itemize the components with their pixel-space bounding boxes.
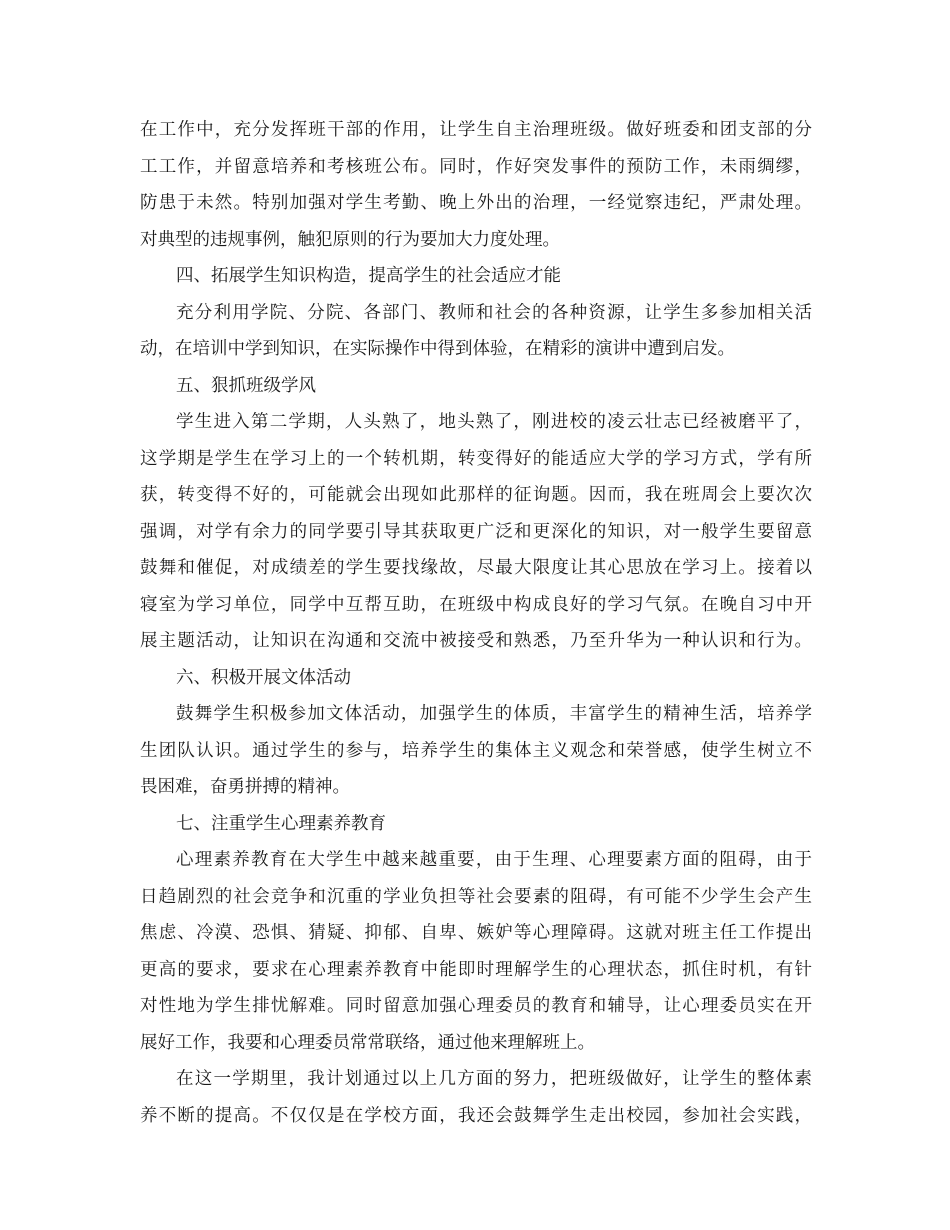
text-line: 心理素养教育在大学生中越来越重要，由于生理、心理要素方面的阻碍，由于 — [176, 850, 812, 870]
text-line: 充分利用学院、分院、各部门、教师和社会的各种资源，让学生多参加相关活 — [176, 302, 812, 323]
text-line: 动，在培训中学到知识，在实际操作中得到体验，在精彩的演讲中遭到启发。 — [140, 339, 735, 359]
text-line: 展好工作，我要和心理委员常常联络，通过他来理解班上。 — [140, 1032, 595, 1053]
text-line: 对典型的违规事例，触犯原则的行为要加大力度处理。 — [140, 229, 560, 250]
text-line: 畏困难，奋勇拼搏的精神。 — [140, 777, 350, 797]
text-line: 工工作，并留意培养和考核班公布。同时，作好突发事件的预防工作，未雨绸缪， — [140, 156, 812, 177]
text-line: 六、积极开展文体活动 — [176, 667, 351, 688]
text-line: 养不断的提高。不仅仅是在学校方面，我还会鼓舞学生走出校园，参加社会实践， — [140, 1105, 812, 1126]
text-line: 鼓舞学生积极参加文体活动，加强学生的体质，丰富学生的精神生活，培养学 — [176, 704, 812, 724]
text-line: 防患于未然。特别加强对学生考勤、晚上外出的治理，一经觉察违纪，严肃处理。 — [140, 193, 812, 213]
text-line: 在工作中，充分发挥班干部的作用，让学生自主治理班级。做好班委和团支部的分 — [140, 120, 812, 140]
text-line: 寝室为学习单位，同学中互帮互助，在班级中构成良好的学习气氛。在晚自习中开 — [140, 594, 812, 615]
text-line: 强调，对学有余力的同学要引导其获取更广泛和更深化的知识，对一般学生要留意 — [140, 521, 812, 542]
text-line: 日趋剧烈的社会竞争和沉重的学业负担等社会要素的阻碍，有可能不少学生会产生 — [140, 886, 812, 907]
document-body — [140, 112, 812, 1134]
text-line: 在这一学期里，我计划通过以上几方面的努力，把班级做好，让学生的整体素 — [176, 1069, 812, 1089]
text-line: 这学期是学生在学习上的一个转机期，转变得好的能适应大学的学习方式，学有所 — [140, 448, 812, 469]
text-line: 鼓舞和催促，对成绩差的学生要找缘故，尽最大限度让其心思放在学习上。接着以 — [140, 558, 812, 578]
text-line: 生团队认识。通过学生的参与，培养学生的集体主义观念和荣誉感，使学生树立不 — [140, 740, 812, 761]
text-line: 七、注重学生心理素养教育 — [176, 813, 386, 834]
text-line: 焦虑、冷漠、恐惧、猜疑、抑郁、自卑、嫉妒等心理障碍。这就对班主任工作提出 — [140, 923, 812, 943]
text-line: 获，转变得不好的，可能就会出现如此那样的征询题。因而，我在班周会上要次次 — [140, 485, 812, 505]
text-line: 展主题活动，让知识在沟通和交流中被接受和熟悉，乃至升华为一种认识和行为。 — [140, 631, 812, 651]
text-line: 五、狠抓班级学风 — [176, 375, 316, 396]
text-line: 四、拓展学生知识构造，提高学生的社会适应才能 — [176, 266, 561, 286]
text-line: 对性地为学生排忧解难。同时留意加强心理委员的教育和辅导，让心理委员实在开 — [140, 996, 812, 1016]
text-line: 更高的要求，要求在心理素养教育中能即时理解学生的心理状态，抓住时机，有针 — [140, 959, 812, 980]
text-line: 学生进入第二学期，人头熟了，地头熟了，刚进校的凌云壮志已经被磨平了， — [176, 412, 812, 432]
